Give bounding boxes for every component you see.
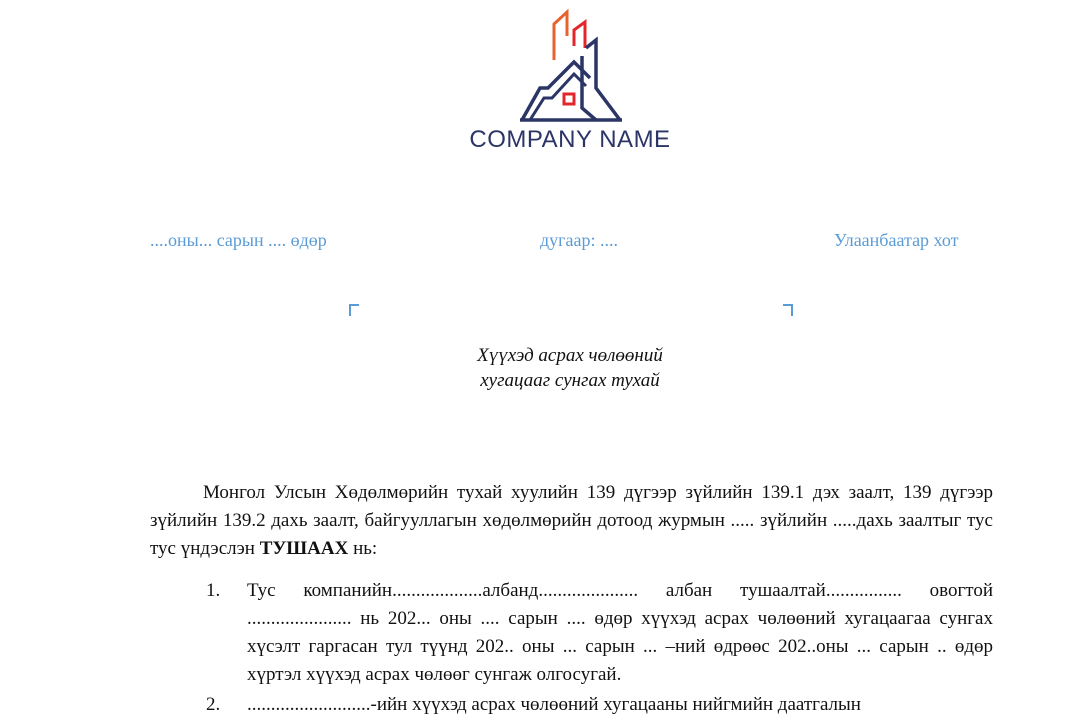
subject-line-2: хугацааг сунгах тухай [480,370,660,391]
order-item [150,577,993,689]
preamble-paragraph [150,479,993,563]
order-item [150,691,993,719]
order-item-number: 2. [206,694,221,715]
order-item-text: ..........................-ийн хүүхэд асрах чөлөөний хугацааны нийгмийн даатгалын [247,694,861,715]
order-item-number: 1. [206,580,221,601]
order-keyword: ТУШААХ [259,538,349,559]
order-list [150,577,993,721]
order-city: Улаанбаатар хот [834,230,959,250]
subject-line-1: Хүүхэд асрах чөлөөний [477,345,663,366]
preamble-text: Монгол Улсын Хөдөлмөрийн тухай хуулийн 139 дүгээр зүйлийн 139.1 дэх заалт, 139 дүгээр зүйлийн 139.2 дахь заалт, байгууллагын хөдөлмөрийн дотоод журмын ..... зүйлийн .....дахь заалтыг тус тус үндэслэн [150,482,993,559]
order-number: дугаар: .... [540,230,619,250]
order-item-text: Тус компанийн...................албанд..................... албан тушаалтай................ овогтой ...................... нь 202... оны .... сарын .... өдөр хүүхэд асрах чөлөөний хугацаагаа сунгах хүсэлт гаргасан тул түүнд 202.. оны ... сарын ... –ний өдрөөс 202..оны ... сарын .. өдөр хүртэл хүүхэд асрах чөлөөг сунгаж олгосугай. [247,580,993,685]
company-logo [500,8,640,128]
preamble-suffix: нь: [348,538,378,559]
subject-corner-mark-right [783,304,793,316]
company-name: COMPANY NAME [469,126,671,153]
order-subject [300,343,840,393]
building-house-icon [500,8,640,128]
order-date: ....оны... сарын .... өдөр [150,230,327,250]
subject-corner-mark-left [349,304,359,316]
